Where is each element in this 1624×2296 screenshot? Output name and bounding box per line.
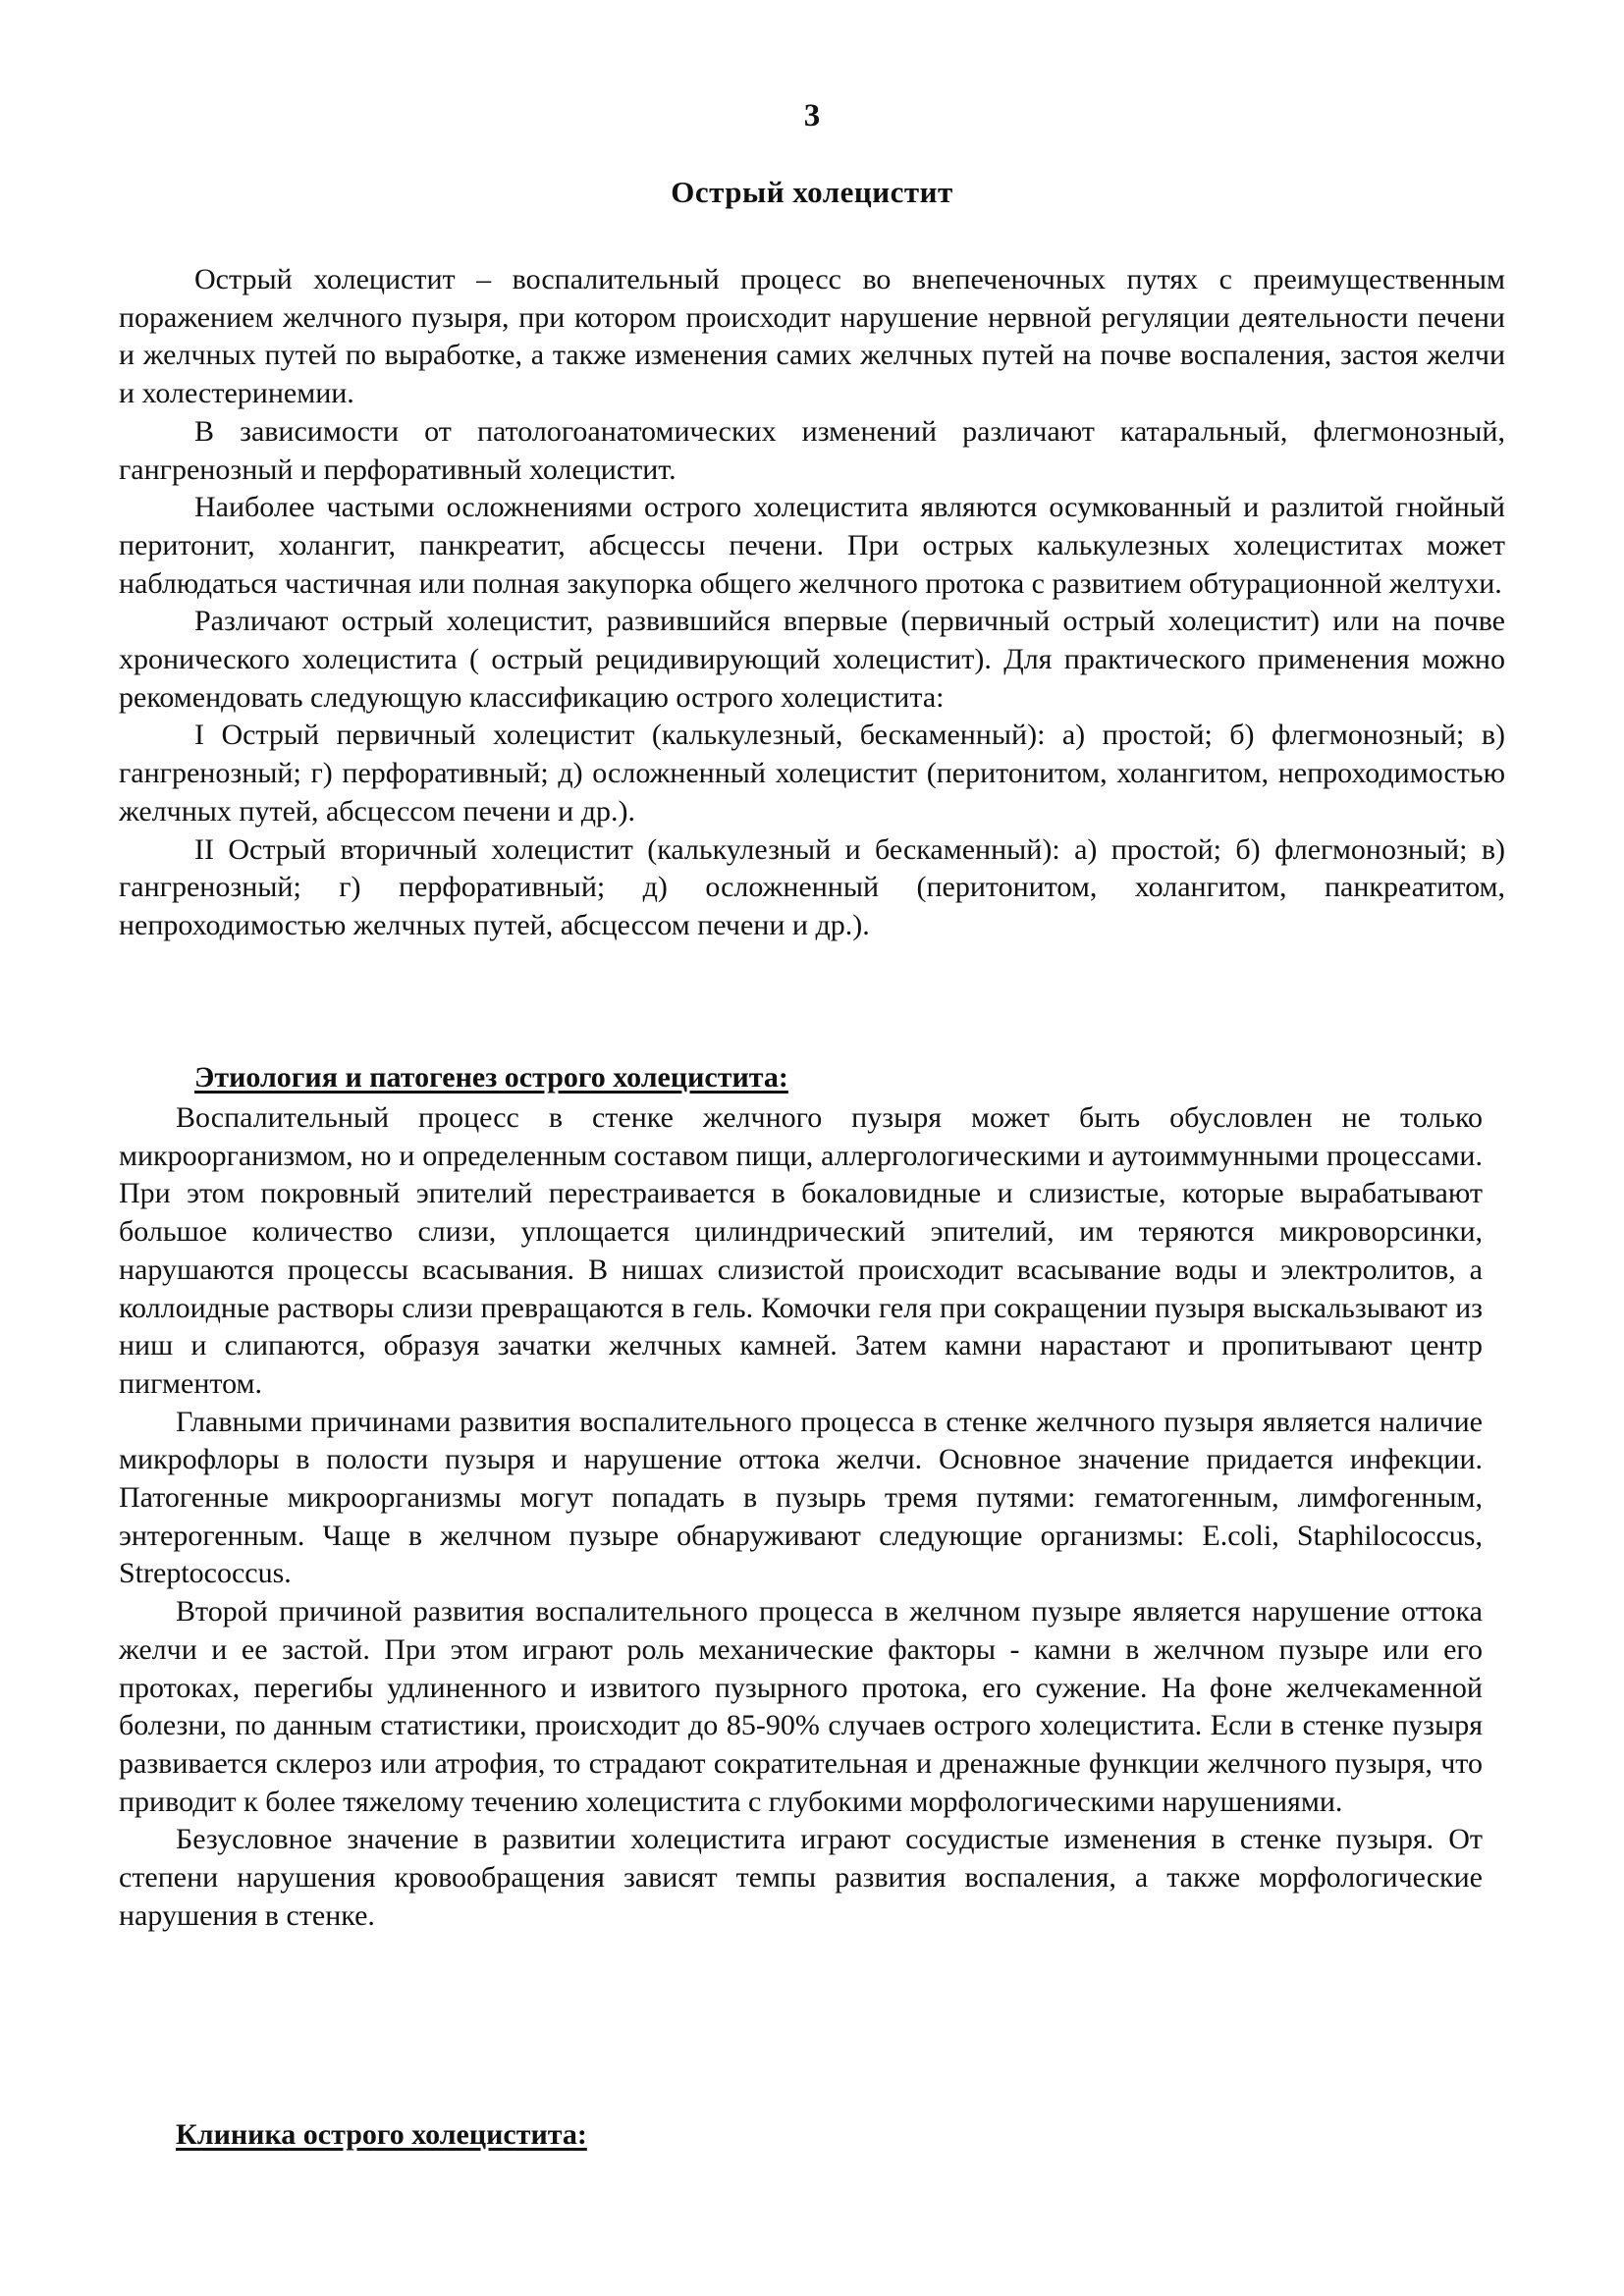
- paragraph-classification-secondary: II Острый вторичный холецистит (калькулезный и бескаменный): а) простой; б) флегмонозный; в) гангренозный; г) перфоративный; д) осложненный (перитонитом, холангитом, панкреатитом, непроходимостью желчных путей, абсцессом печени и др.).: [119, 832, 1505, 941]
- etiology-section: [119, 1099, 1483, 1935]
- intro-section: [119, 261, 1505, 945]
- page-number: 3: [803, 98, 821, 133]
- paragraph-second-cause: Второй причиной развития воспалительного процесса в желчном пузыре является нарушение оттока желчи и ее застой. При этом играют роль механические факторы - камни в желчном пузыре или его протоках, перегибы удлиненного и извитого пузырного протока, его сужение. На фоне желчекаменной болезни, по данным статистики, происходит до 85-90% случаев острого холецистита. Если в стенке пузыря развивается склероз или атрофия, то страдают сократительная и дренажные функции желчного пузыря, что приводит к более тяжелому течению холецистита с глубокими морфологическими нарушениями.: [119, 1595, 1483, 1818]
- paragraph-inflammation: Воспалительный процесс в стенке желчного пузыря может быть обусловлен не только микроорганизмом, но и определенным составом пищи, аллергологическими и аутоиммунными процессами. При этом покровный эпителий перестраивается в бокаловидные и слизистые, которые вырабатывают большое количество слизи, уплощается цилиндрический эпителий, им теряются микроворсинки, нарушаются процессы всасывания. В нишах слизистой происходит всасывание воды и электролитов, а коллоидные растворы слизи превращаются в гель. Комочки геля при сокращении пузыря выскальзывают из ниш и слипаются, образуя зачатки желчных камней. Затем камни нарастают и пропитывают центр пигментом.: [119, 1101, 1483, 1400]
- section-heading-clinic: Клиника острого холецистита:: [176, 2118, 587, 2151]
- paragraph-main-causes: Главными причинами развития воспалительного процесса в стенке желчного пузыря является наличие микрофлоры в полости пузыря и нарушение оттока желчи. Основное значение придается инфекции. Патогенные микроорганизмы могут попадать в пузырь тремя путями: гематогенным, лимфогенным, энтерогенным. Чаще в желчном пузыре обнаруживают следующие организмы: E.coli, Staphilococcus, Streptococcus.: [119, 1405, 1483, 1590]
- paragraph-vascular: Безусловное значение в развитии холецистита играют сосудистые изменения в стенке пузыря. От степени нарушения кровообращения зависят темпы развития воспаления, а также морфологические нарушения в стенке.: [119, 1823, 1483, 1932]
- paragraph-classification-intro: Различают острый холецистит, развившийся впервые (первичный острый холецистит) или на почве хронического холецистита ( острый рецидивирующий холецистит). Для практического применения можно рекомендовать следующую классификацию острого холецистита:: [119, 605, 1505, 714]
- paragraph-forms: В зависимости от патологоанатомических изменений различают катаральный, флегмонозный, гангренозный и перфоративный холецистит.: [119, 414, 1505, 486]
- document-title: Острый холецистит: [671, 175, 953, 209]
- paragraph-definition: Острый холецистит – воспалительный процесс во внепеченочных путях с преимущественным поражением желчного пузыря, при котором происходит нарушение нервной регуляции деятельности печени и желчных путей по выработке, а также изменения самих желчных путей на почве воспаления, застоя желчи и холестеринемии.: [119, 263, 1505, 410]
- section-heading-etiology: Этиология и патогенез острого холецистита:: [194, 1061, 788, 1094]
- paragraph-complications: Наиболее частыми осложнениями острого холецистита являются осумкованный и разлитой гнойный перитонит, холангит, панкреатит, абсцессы печени. При острых калькулезных холециститах может наблюдаться частичная или полная закупорка общего желчного протока с развитием обтурационной желтухи.: [119, 491, 1505, 600]
- paragraph-classification-primary: I Острый первичный холецистит (калькулезный, бескаменный): а) простой; б) флегмонозный; в) гангренозный; г) перфоративный; д) осложненный холецистит (перитонитом, холангитом, непроходимостью желчных путей, абсцессом печени и др.).: [119, 719, 1505, 828]
